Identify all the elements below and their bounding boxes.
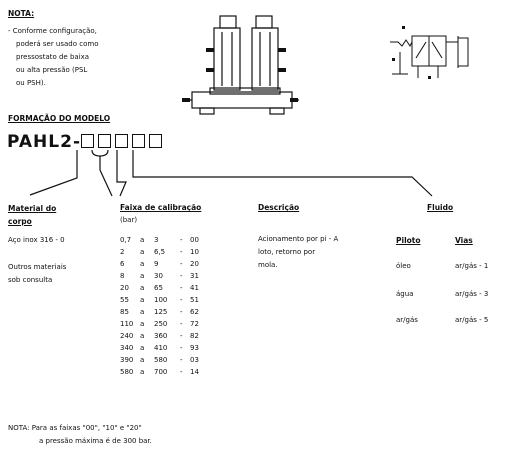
calibration-dash: - <box>180 236 183 244</box>
calibration-max: 9 <box>154 260 159 268</box>
fluid-header: Fluido <box>427 203 454 212</box>
calibration-row <box>120 258 199 270</box>
calibration-sep: a <box>140 272 145 280</box>
calibration-row <box>120 306 199 318</box>
calibration-min: 85 <box>120 308 129 316</box>
calibration-max: 100 <box>154 296 168 304</box>
nota-line-3: pressostato de baixa <box>16 53 90 61</box>
fluid-piloto-1: óleo <box>396 262 411 270</box>
calibration-row <box>120 330 199 342</box>
calibration-min: 110 <box>120 320 134 328</box>
calibration-max: 65 <box>154 284 163 292</box>
calibration-max: 580 <box>154 356 168 364</box>
fluid-vias-3: ar/gás - 5 <box>455 316 489 324</box>
calibration-dash: - <box>180 260 183 268</box>
fluid-piloto-3: ar/gás <box>396 316 418 324</box>
fluid-vias-2: ar/gás - 3 <box>455 290 489 298</box>
material-item-2: Outros materiais <box>8 263 67 271</box>
calibration-sep: a <box>140 260 145 268</box>
nota-line-5: ou PSH). <box>16 79 46 87</box>
calibration-code: 10 <box>190 248 199 256</box>
calibration-dash: - <box>180 368 183 376</box>
calibration-header: Faixa de calibração <box>120 203 202 212</box>
calibration-code: 20 <box>190 260 199 268</box>
calibration-code: 93 <box>190 344 199 352</box>
calibration-max: 700 <box>154 368 168 376</box>
calibration-min: 20 <box>120 284 129 292</box>
fluid-col-piloto: Piloto <box>396 236 421 245</box>
calibration-code: 14 <box>190 368 199 376</box>
description-line-3: mola. <box>258 261 278 269</box>
calibration-max: 360 <box>154 332 168 340</box>
footnote-line-1: NOTA: Para as faixas "00", "10" e "20" <box>8 424 142 432</box>
calibration-min: 2 <box>120 248 125 256</box>
calibration-code: 51 <box>190 296 199 304</box>
material-header-2: corpo <box>8 217 32 226</box>
calibration-sep: a <box>140 236 145 244</box>
nota-line-2: poderá ser usado como <box>16 40 99 48</box>
description-line-1: Acionamento por pi - A <box>258 235 339 243</box>
calibration-dash: - <box>180 296 183 304</box>
description-line-2: loto, retorno por <box>258 248 316 256</box>
nota-line-4: ou alta pressão (PSL <box>16 66 88 74</box>
calibration-row <box>120 318 199 330</box>
calibration-min: 8 <box>120 272 125 280</box>
calibration-sep: a <box>140 332 145 340</box>
calibration-min: 580 <box>120 368 134 376</box>
calibration-sep: a <box>140 248 145 256</box>
calibration-max: 125 <box>154 308 168 316</box>
calibration-dash: - <box>180 356 183 364</box>
calibration-min: 240 <box>120 332 134 340</box>
formacao-heading: FORMAÇÃO DO MODELO <box>8 114 111 123</box>
calibration-row <box>120 342 199 354</box>
calibration-dash: - <box>180 308 183 316</box>
calibration-dash: - <box>180 248 183 256</box>
calibration-min: 340 <box>120 344 134 352</box>
calibration-code: 41 <box>190 284 199 292</box>
calibration-dash: - <box>180 332 183 340</box>
nota-heading: NOTA: <box>8 9 35 18</box>
calibration-max: 30 <box>154 272 163 280</box>
calibration-code: 72 <box>190 320 199 328</box>
material-item-3: sob consulta <box>8 276 53 284</box>
calibration-row <box>120 366 199 378</box>
calibration-unit: (bar) <box>120 216 138 224</box>
calibration-row <box>120 270 199 282</box>
calibration-min: 6 <box>120 260 125 268</box>
material-item-1: Aço inox 316 - 0 <box>8 236 65 244</box>
calibration-code: 62 <box>190 308 199 316</box>
calibration-dash: - <box>180 284 183 292</box>
calibration-sep: a <box>140 320 145 328</box>
calibration-max: 3 <box>154 236 159 244</box>
calibration-sep: a <box>140 296 145 304</box>
calibration-code: 00 <box>190 236 199 244</box>
calibration-row <box>120 246 199 258</box>
calibration-code: 03 <box>190 356 199 364</box>
footnote-line-2: a pressão máxima é de 300 bar. <box>39 437 152 445</box>
material-header-1: Material do <box>8 204 57 213</box>
calibration-max: 6,5 <box>154 248 166 256</box>
calibration-code: 82 <box>190 332 199 340</box>
description-header: Descrição <box>258 203 300 212</box>
calibration-max: 250 <box>154 320 168 328</box>
model-code-prefix: PAHL2- <box>7 132 81 152</box>
calibration-sep: a <box>140 368 145 376</box>
calibration-row <box>120 282 199 294</box>
nota-line-1: - Conforme configuração, <box>8 27 97 35</box>
calibration-max: 410 <box>154 344 168 352</box>
calibration-code: 31 <box>190 272 199 280</box>
calibration-dash: - <box>180 320 183 328</box>
fluid-col-vias: Vias <box>455 236 473 245</box>
calibration-dash: - <box>180 344 183 352</box>
calibration-sep: a <box>140 344 145 352</box>
calibration-sep: a <box>140 308 145 316</box>
calibration-row <box>120 234 199 246</box>
calibration-list <box>120 234 199 378</box>
connector-lines <box>0 0 514 215</box>
fluid-piloto-2: água <box>396 290 414 298</box>
calibration-dash: - <box>180 272 183 280</box>
fluid-vias-1: ar/gás - 1 <box>455 262 489 270</box>
calibration-min: 0,7 <box>120 236 132 244</box>
calibration-sep: a <box>140 284 145 292</box>
calibration-min: 55 <box>120 296 129 304</box>
calibration-row <box>120 354 199 366</box>
calibration-row <box>120 294 199 306</box>
calibration-min: 390 <box>120 356 134 364</box>
calibration-sep: a <box>140 356 145 364</box>
